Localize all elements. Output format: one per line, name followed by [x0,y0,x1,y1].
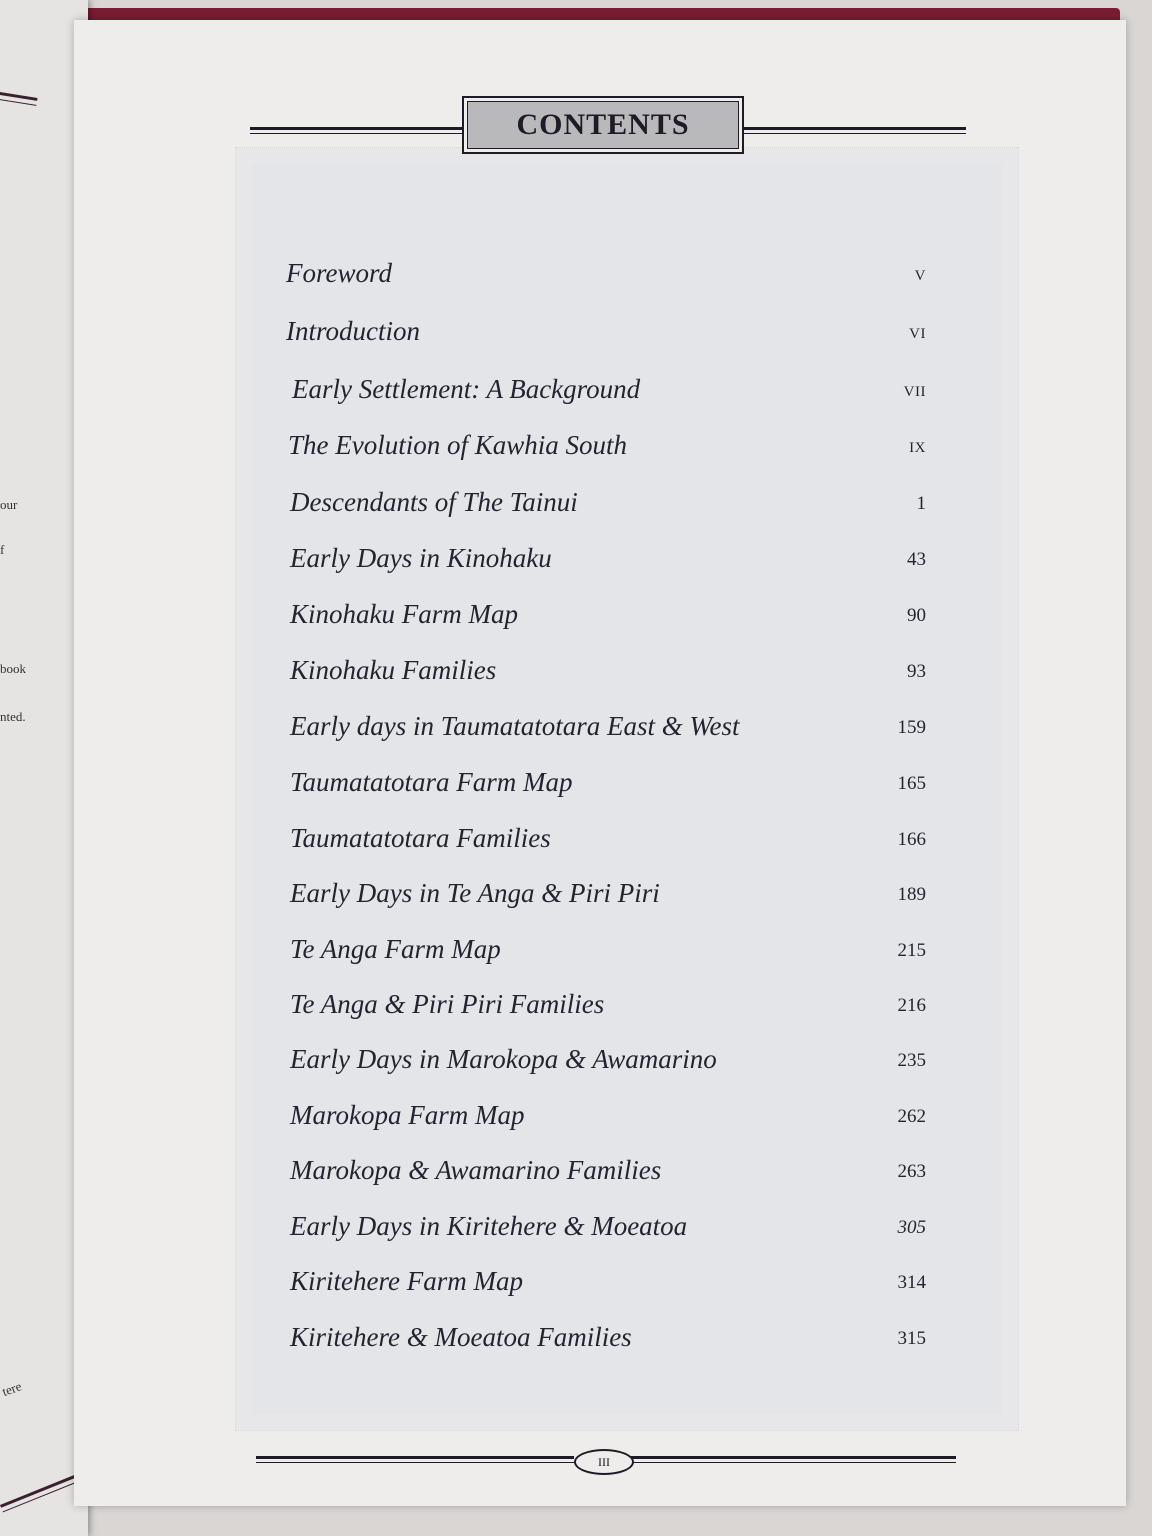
toc-entry-title: Descendants of The Tainui [290,487,578,517]
toc-entry[interactable] [286,1211,926,1251]
left-page-fragment: our [0,497,18,512]
toc-entry-title: The Evolution of Kawhia South [288,430,628,460]
contents-page [74,20,1126,1506]
toc-entry-title: Marokopa Farm Map [290,1100,525,1130]
toc-entry-title: Early Days in Kinohaku [290,543,552,573]
toc-entry-title: Taumatatotara Families [290,823,551,853]
toc-entry-page: IX [909,440,926,456]
toc-entry-title: Introduction [286,316,420,346]
header-rule-right [744,127,966,130]
toc-entry-title: Early Days in Marokopa & Awamarino [290,1044,717,1074]
toc-entry-page: 43 [907,549,926,570]
toc-entry[interactable] [286,1100,926,1140]
toc-entry-title: Early Days in Te Anga & Piri Piri [290,878,660,908]
toc-entry[interactable] [286,1266,926,1306]
toc-entry[interactable] [286,599,926,639]
toc-entry-page: 263 [897,1161,926,1182]
toc-entry[interactable] [286,711,926,751]
toc-entry[interactable] [286,374,926,414]
toc-entry[interactable] [286,655,926,695]
toc-entry-page: 235 [897,1050,926,1071]
toc-entry-title: Te Anga Farm Map [290,934,501,964]
toc-entry-page: 166 [897,829,926,850]
toc-entry[interactable] [286,1155,926,1195]
toc-entry-page: 165 [897,773,926,794]
toc-entry[interactable] [286,316,926,356]
toc-entry[interactable] [286,487,926,527]
toc-entry[interactable] [286,989,926,1029]
toc-entry-title: Foreword [286,258,392,288]
toc-entry-page: 216 [897,995,926,1016]
toc-entry-title: Early Days in Kiritehere & Moeatoa [290,1211,688,1241]
toc-entry-page: 90 [907,605,926,626]
toc-entry[interactable] [286,430,926,470]
toc-entry-page: 315 [897,1328,926,1349]
toc-entry-page: 305 [897,1217,926,1238]
left-page-rule-top [0,92,38,106]
toc-entry-title: Early days in Taumatatotara East & West [290,711,740,741]
toc-entry-title: Marokopa & Awamarino Families [290,1155,662,1185]
toc-entry-page: 93 [907,661,926,682]
toc-entry-page: 189 [897,884,926,905]
footer-rule-left [256,1456,574,1459]
toc-entry[interactable] [286,258,926,298]
toc-entry[interactable] [286,878,926,918]
toc-entry-title: Early Settlement: A Background [292,374,641,404]
toc-entry-title: Kiritehere Farm Map [290,1266,523,1296]
toc-entry[interactable] [286,1322,926,1362]
toc-entry-title: Te Anga & Piri Piri Families [290,989,605,1019]
toc-entry-page: VII [903,384,926,400]
toc-entry-page: VI [909,326,926,342]
toc-entry-page: 159 [897,717,926,738]
title-box [462,96,744,154]
toc-entry[interactable] [286,543,926,583]
toc-entry-page: 1 [916,493,926,514]
page-title: CONTENTS [467,101,739,149]
left-page-fragment: tere [0,1378,24,1400]
toc-entry[interactable] [286,934,926,974]
left-page-rule-bottom [0,1474,79,1512]
toc-entry-page: V [914,268,926,284]
toc-entry-title: Kinohaku Families [290,655,497,685]
toc-entry[interactable] [286,823,926,863]
toc-entry-page: 314 [897,1272,926,1293]
toc-entry[interactable] [286,767,926,807]
left-page-fragment: f [0,542,5,557]
toc-entry[interactable] [286,1044,926,1084]
toc-entry-title: Taumatatotara Farm Map [290,767,573,797]
toc-entry-title: Kiritehere & Moeatoa Families [290,1322,632,1352]
header-rule-left [250,127,462,130]
toc-entry-page: 262 [897,1106,926,1127]
page-number: III [574,1449,634,1475]
left-page-fragment: book [0,661,26,676]
toc-entry-page: 215 [897,940,926,961]
toc-entry-title: Kinohaku Farm Map [290,599,518,629]
footer-rule-right [630,1456,956,1459]
left-page-fragment: nted. [0,709,26,724]
